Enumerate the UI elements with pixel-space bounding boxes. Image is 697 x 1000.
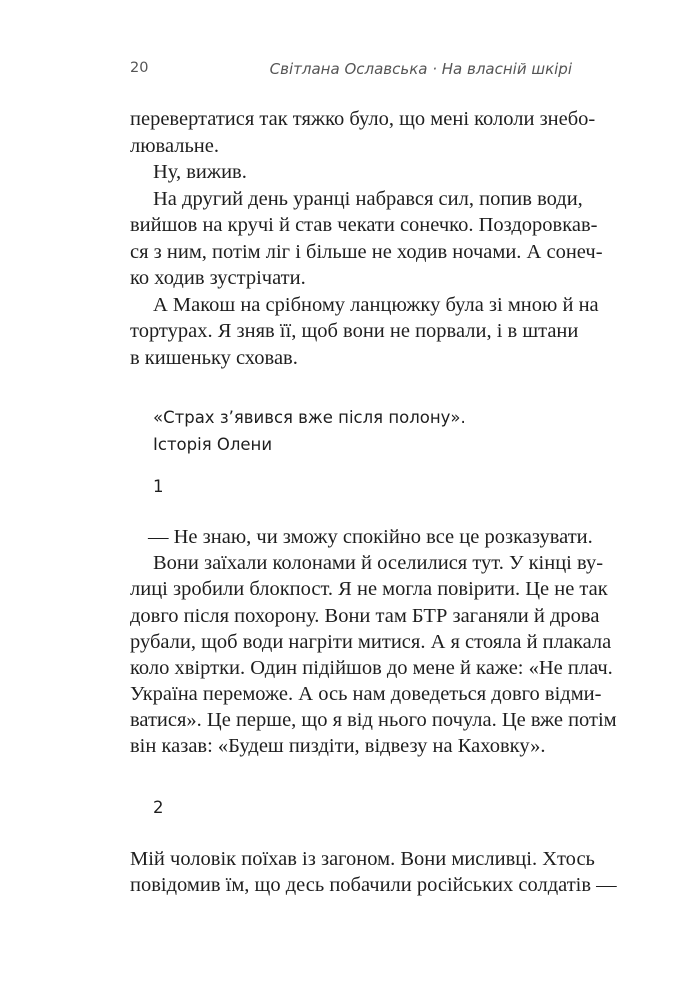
text-line: лиці зробили блокпост. Я не могла повірити. Це не так [130, 578, 608, 600]
text-line: ко ходив зустрічати. [130, 267, 306, 289]
running-title: Світлана Ославська · На власній шкірі [269, 60, 572, 78]
text-line: Україна переможе. А ось нам доведеться довго відми- [130, 683, 602, 705]
text-line: А Макош на срібному ланцюжку була зі мною й на [153, 294, 599, 316]
part-number: 2 [153, 798, 164, 817]
text-line: повідомив їм, що десь побачили російських солдатів — [130, 874, 617, 896]
text-line: довго після похорону. Вони там БТР заганяли й дрова [130, 605, 600, 627]
text-line: ватися». Це перше, що я від нього почула. Це вже потім [130, 709, 617, 731]
page-number: 20 [130, 60, 149, 76]
text-line: в кишеньку сховав. [130, 347, 298, 369]
section-title: «Страх з’явився вже після полону». [153, 408, 466, 427]
text-line: тортурах. Я зняв її, щоб вони не порвали, і в штани [130, 320, 579, 342]
text-line: коло хвіртки. Один підійшов до мене й каже: «Не плач. [130, 657, 613, 679]
section-subtitle: Історія Олени [153, 435, 273, 454]
text-line: Вони заїхали колонами й оселилися тут. У кінці ву- [153, 552, 604, 574]
text-line: перевертатися так тяжко було, що мені кололи знебо- [130, 108, 596, 130]
text-line: Мій чоловік поїхав із загоном. Вони мисливці. Хтось [130, 848, 595, 870]
text-line: Ну, вижив. [153, 161, 247, 183]
text-line: рубали, щоб води нагріти митися. А я стояла й плакала [130, 631, 612, 653]
text-line: він казав: «Будеш пиздіти, відвезу на Каховку». [130, 735, 546, 757]
text-line: вийшов на кручі й став чекати сонечко. Поздоровкав- [130, 214, 598, 236]
text-line: лювальне. [130, 135, 220, 157]
text-line: — Не знаю, чи зможу спокійно все це розказувати. [148, 526, 593, 548]
part-number: 1 [153, 477, 164, 496]
text-line: ся з ним, потім ліг і більше не ходив ночами. А сонеч- [130, 241, 603, 263]
text-line: На другий день уранці набрався сил, попив води, [153, 188, 583, 210]
